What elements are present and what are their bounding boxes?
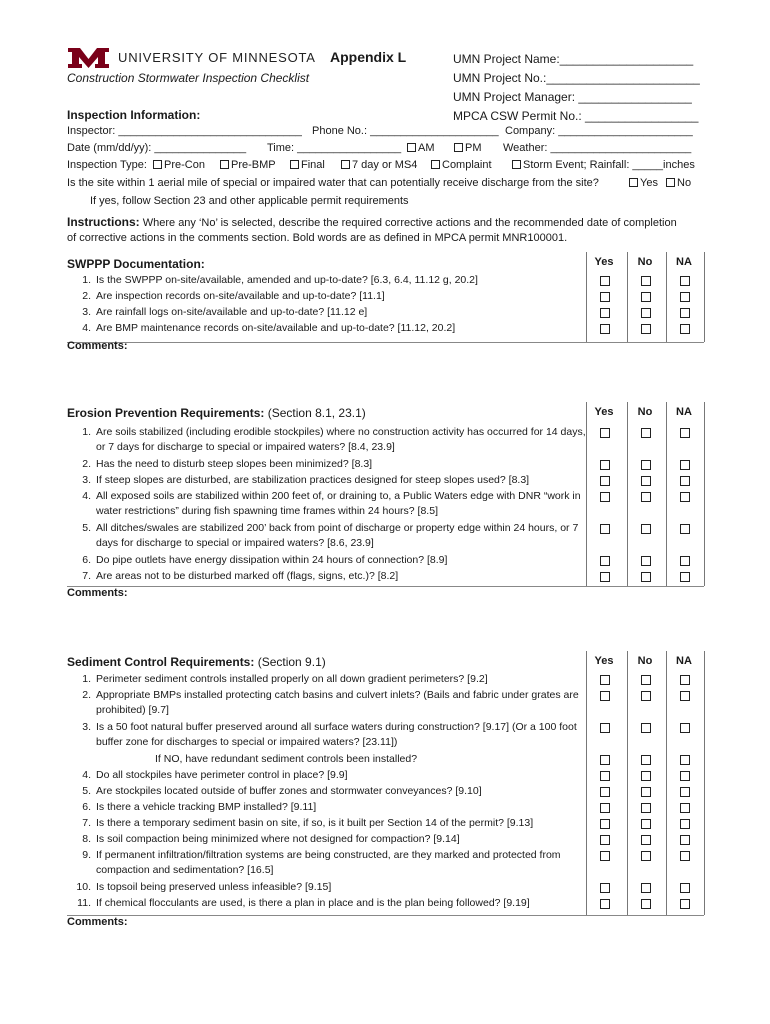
instructions-line-2: of corrective actions in the comments section. Bold words are as defined in MPCA permit MNR100001. — [67, 232, 568, 244]
item-text: Do all stockpiles have perimeter control in place? [9.9] — [96, 769, 348, 781]
swppp-item-2-no-checkbox[interactable] — [641, 292, 651, 302]
sediment-item-9-no-checkbox[interactable] — [641, 835, 651, 845]
swppp-title: SWPPP Documentation: — [67, 257, 205, 271]
erosion-item-5-no-checkbox[interactable] — [641, 524, 651, 534]
item-text: Is there a vehicle tracking BMP installed? [9.11] — [96, 801, 317, 813]
sediment-item-1-no-checkbox[interactable] — [641, 675, 651, 685]
sediment-item-5-no-checkbox[interactable] — [641, 771, 651, 781]
item-number: 10. — [76, 881, 91, 893]
umn-project-manager-field[interactable]: UMN Project Manager: _________________ — [453, 90, 692, 104]
table-column-divider — [704, 402, 705, 586]
item-number: 3. — [82, 721, 91, 733]
sediment-item-12-yes-checkbox[interactable] — [600, 899, 610, 909]
erosion-item-4-no-checkbox[interactable] — [641, 492, 651, 502]
item-number: 4. — [82, 490, 91, 502]
sediment-item-3-yes-checkbox[interactable] — [600, 723, 610, 733]
table-bottom-border — [67, 915, 704, 916]
type-7day[interactable]: 7 day or MS4 — [341, 159, 417, 171]
sediment-item-1-yes-checkbox[interactable] — [600, 675, 610, 685]
comments-label: Comments: — [67, 916, 128, 928]
column-header-na: NA — [676, 655, 692, 667]
table-bottom-border — [67, 586, 704, 587]
item-number: 4. — [82, 322, 91, 334]
erosion-item-4-yes-checkbox[interactable] — [600, 492, 610, 502]
item-text: Are rainfall logs on-site/available and up-to-date? [11.12 e] — [96, 306, 368, 318]
sediment-item-10-no-checkbox[interactable] — [641, 851, 651, 861]
swppp-item-3-na-checkbox[interactable] — [680, 308, 690, 318]
sediment-item-4-na-checkbox[interactable] — [680, 755, 690, 765]
time-field[interactable]: Time: _________________ — [267, 142, 402, 154]
instructions-line-1: Instructions: Where any ‘No’ is selected, describe the required corrective actions and the recommended date of completion — [67, 215, 677, 229]
erosion-item-1-yes-checkbox[interactable] — [600, 428, 610, 438]
erosion-item-4-na-checkbox[interactable] — [680, 492, 690, 502]
sediment-item-7-yes-checkbox[interactable] — [600, 803, 610, 813]
erosion-item-3-no-checkbox[interactable] — [641, 476, 651, 486]
pm-checkbox[interactable] — [454, 143, 463, 152]
erosion-item-7-na-checkbox[interactable] — [680, 572, 690, 582]
company-field[interactable]: Company: ______________________ — [505, 125, 693, 137]
sediment-item-2-no-checkbox[interactable] — [641, 691, 651, 701]
item-text: Appropriate BMPs installed protecting catch basins and culvert inlets? (Bails and fabric under grates are prohibited) [9.7] — [96, 689, 579, 716]
sediment-item-4-yes-checkbox[interactable] — [600, 755, 610, 765]
item-text: Are BMP maintenance records on-site/available and up-to-date? [11.12, 20.2] — [96, 322, 456, 334]
table-column-divider — [627, 651, 628, 915]
erosion-item-7-yes-checkbox[interactable] — [600, 572, 610, 582]
item-number: 1. — [82, 274, 91, 286]
item-number: 1. — [82, 673, 91, 685]
sediment-item-9-na-checkbox[interactable] — [680, 835, 690, 845]
type-precon[interactable]: Pre-Con — [153, 159, 205, 171]
inspection-type-label: Inspection Type: — [67, 159, 147, 171]
swppp-item-4-yes-checkbox[interactable] — [600, 324, 610, 334]
umn-project-name-field[interactable]: UMN Project Name:____________________ — [453, 52, 694, 66]
sediment-item-10-na-checkbox[interactable] — [680, 851, 690, 861]
followup-note: If yes, follow Section 23 and other applicable permit requirements — [90, 195, 409, 207]
pm-option[interactable]: PM — [454, 142, 482, 154]
sediment-item-5-na-checkbox[interactable] — [680, 771, 690, 781]
appendix-title: Appendix L — [330, 49, 407, 65]
item-number: 3. — [82, 306, 91, 318]
type-final[interactable]: Final — [290, 159, 325, 171]
sediment-item-2-na-checkbox[interactable] — [680, 691, 690, 701]
swppp-item-1-yes-checkbox[interactable] — [600, 276, 610, 286]
item-text: Are areas not to be disturbed marked off (flags, signs, etc.)? [8.2] — [96, 570, 399, 582]
swppp-item-2-na-checkbox[interactable] — [680, 292, 690, 302]
sediment-item-11-na-checkbox[interactable] — [680, 883, 690, 893]
item-number: 2. — [82, 458, 91, 470]
table-column-divider — [627, 252, 628, 342]
document-subtitle: Construction Stormwater Inspection Checklist — [67, 71, 310, 85]
item-number: 1. — [82, 426, 91, 438]
prebmp-checkbox[interactable] — [220, 160, 229, 169]
item-text: Is soil compaction being minimized where not designed for compaction? [9.14] — [96, 833, 460, 845]
mpca-permit-field[interactable]: MPCA CSW Permit No.: _________________ — [453, 109, 699, 123]
item-number: 7. — [82, 817, 91, 829]
item-number: 5. — [82, 785, 91, 797]
type-prebmp[interactable]: Pre-BMP — [220, 159, 276, 171]
erosion-item-2-yes-checkbox[interactable] — [600, 460, 610, 470]
sediment-item-8-na-checkbox[interactable] — [680, 819, 690, 829]
item-text: If chemical flocculants are used, is there a plan in place and is the plan being followed? [9.19] — [96, 897, 530, 909]
sediment-item-4-no-checkbox[interactable] — [641, 755, 651, 765]
item-text: Is there a temporary sediment basin on site, if so, is it built per Section 14 of the permit? [9.13] — [96, 817, 534, 829]
erosion-item-6-na-checkbox[interactable] — [680, 556, 690, 566]
swppp-item-1-no-checkbox[interactable] — [641, 276, 651, 286]
umn-project-no-field[interactable]: UMN Project No.:_______________________ — [453, 71, 700, 85]
item-number: 6. — [82, 801, 91, 813]
sediment-item-12-na-checkbox[interactable] — [680, 899, 690, 909]
7day-checkbox[interactable] — [341, 160, 350, 169]
item-number: 9. — [82, 849, 91, 861]
type-storm-event[interactable]: Storm Event; Rainfall: _____inches — [512, 159, 695, 171]
swppp-item-4-no-checkbox[interactable] — [641, 324, 651, 334]
erosion-item-3-na-checkbox[interactable] — [680, 476, 690, 486]
swppp-item-2-yes-checkbox[interactable] — [600, 292, 610, 302]
sediment-item-7-no-checkbox[interactable] — [641, 803, 651, 813]
impaired-yes-option[interactable]: Yes — [629, 177, 658, 189]
column-header-yes: Yes — [594, 406, 614, 418]
item-text: Has the need to disturb steep slopes been minimized? [8.3] — [96, 458, 373, 470]
storm-checkbox[interactable] — [512, 160, 521, 169]
am-checkbox[interactable] — [407, 143, 416, 152]
erosion-item-2-na-checkbox[interactable] — [680, 460, 690, 470]
item-number: 8. — [82, 833, 91, 845]
table-column-divider — [704, 252, 705, 342]
column-header-na: NA — [676, 256, 692, 268]
item-number: 5. — [82, 522, 91, 534]
item-text: Is a 50 foot natural buffer preserved around all surface waters during construction? [9.17] (Or a 100 foot buffer zone for discharges to special or impaired waters? [23.11]) — [96, 721, 577, 748]
column-header-yes: Yes — [594, 256, 614, 268]
sediment-item-5-yes-checkbox[interactable] — [600, 771, 610, 781]
table-column-divider — [704, 651, 705, 915]
impaired-yes-checkbox[interactable] — [629, 178, 638, 187]
sediment-item-8-no-checkbox[interactable] — [641, 819, 651, 829]
sediment-item-2-yes-checkbox[interactable] — [600, 691, 610, 701]
erosion-title: Erosion Prevention Requirements: (Section 8.1, 23.1) — [67, 406, 366, 420]
swppp-item-4-na-checkbox[interactable] — [680, 324, 690, 334]
item-text: Perimeter sediment controls installed properly on all down gradient perimeters? [9.2] — [96, 673, 488, 685]
column-header-no: No — [637, 256, 653, 268]
erosion-item-2-no-checkbox[interactable] — [641, 460, 651, 470]
phone-field[interactable]: Phone No.: _____________________ — [312, 125, 499, 137]
sediment-item-6-yes-checkbox[interactable] — [600, 787, 610, 797]
sediment-item-11-no-checkbox[interactable] — [641, 883, 651, 893]
item-text: All exposed soils are stabilized within 200 feet of, or draining to, a Public Waters edge with DNR “work in water restrictions” during fish spawning time frames within 24 hours? [8.5] — [96, 490, 581, 517]
impaired-water-question: Is the site within 1 aerial mile of special or impaired water that can potentially receive discharge from the site? — [67, 177, 599, 189]
university-logo — [67, 47, 110, 69]
table-column-divider — [666, 252, 667, 342]
column-header-no: No — [637, 655, 653, 667]
sediment-item-11-yes-checkbox[interactable] — [600, 883, 610, 893]
item-text: All ditches/swales are stabilized 200’ back from point of discharge or property edge within 24 hours, or 7 days for discharge to special or impaired waters? [8.6, 23.9] — [96, 522, 579, 549]
sediment-item-6-na-checkbox[interactable] — [680, 787, 690, 797]
comments-label: Comments: — [67, 587, 128, 599]
date-field[interactable]: Date (mm/dd/yy): _______________ — [67, 142, 247, 154]
item-text: Is the SWPPP on-site/available, amended and up-to-date? [6.3, 6.4, 11.12 g, 20.2] — [96, 274, 478, 286]
item-number: 11. — [77, 897, 91, 909]
item-text: If NO, have redundant sediment controls been installed? — [155, 753, 418, 765]
item-text: If steep slopes are disturbed, are stabilization practices designed for steep slopes used? [8.3] — [96, 474, 530, 486]
complaint-checkbox[interactable] — [431, 160, 440, 169]
sediment-item-6-no-checkbox[interactable] — [641, 787, 651, 797]
column-header-na: NA — [676, 406, 692, 418]
table-column-divider — [627, 402, 628, 586]
impaired-no-checkbox[interactable] — [666, 178, 675, 187]
item-number: 4. — [82, 769, 91, 781]
item-text: Do pipe outlets have energy dissipation within 24 hours of connection? [8.9] — [96, 554, 448, 566]
impaired-no-option[interactable]: No — [666, 177, 691, 189]
sediment-item-9-yes-checkbox[interactable] — [600, 835, 610, 845]
sediment-title: Sediment Control Requirements: (Section 9.1) — [67, 655, 326, 669]
university-name: UNIVERSITY OF MINNESOTA — [118, 50, 316, 65]
weather-field[interactable]: Weather: _______________________ — [503, 142, 692, 154]
item-number: 7. — [82, 570, 91, 582]
erosion-item-5-yes-checkbox[interactable] — [600, 524, 610, 534]
item-number: 6. — [82, 554, 91, 566]
erosion-item-1-no-checkbox[interactable] — [641, 428, 651, 438]
column-header-yes: Yes — [594, 655, 614, 667]
item-number: 2. — [82, 689, 91, 701]
table-column-divider — [666, 402, 667, 586]
inspection-info-heading: Inspection Information: — [67, 108, 201, 122]
inspector-field[interactable]: Inspector: ______________________________ — [67, 125, 302, 137]
sediment-item-10-yes-checkbox[interactable] — [600, 851, 610, 861]
item-text: Is topsoil being preserved unless infeasible? [9.15] — [96, 881, 332, 893]
swppp-item-1-na-checkbox[interactable] — [680, 276, 690, 286]
table-column-divider — [666, 651, 667, 915]
sediment-item-12-no-checkbox[interactable] — [641, 899, 651, 909]
final-checkbox[interactable] — [290, 160, 299, 169]
sediment-item-7-na-checkbox[interactable] — [680, 803, 690, 813]
comments-label: Comments: — [67, 340, 128, 352]
erosion-item-3-yes-checkbox[interactable] — [600, 476, 610, 486]
erosion-item-7-no-checkbox[interactable] — [641, 572, 651, 582]
sediment-item-8-yes-checkbox[interactable] — [600, 819, 610, 829]
item-number: 3. — [82, 474, 91, 486]
table-bottom-border — [67, 342, 704, 343]
erosion-item-6-no-checkbox[interactable] — [641, 556, 651, 566]
item-number: 2. — [82, 290, 91, 302]
erosion-item-6-yes-checkbox[interactable] — [600, 556, 610, 566]
precon-checkbox[interactable] — [153, 160, 162, 169]
swppp-item-3-yes-checkbox[interactable] — [600, 308, 610, 318]
swppp-item-3-no-checkbox[interactable] — [641, 308, 651, 318]
item-text: Are inspection records on-site/available and up-to-date? [11.1] — [96, 290, 385, 302]
am-option[interactable]: AM — [407, 142, 435, 154]
erosion-item-1-na-checkbox[interactable] — [680, 428, 690, 438]
item-text: Are soils stabilized (including erodible stockpiles) where no construction activity has occurred for 14 days, or 7 days for discharge to special or impaired waters? [8.4, 23.9] — [96, 426, 586, 453]
erosion-item-5-na-checkbox[interactable] — [680, 524, 690, 534]
item-text: If permanent infiltration/filtration systems are being constructed, are they marked and protected from compaction and sedimentation? [16.5] — [96, 849, 561, 876]
sediment-item-1-na-checkbox[interactable] — [680, 675, 690, 685]
item-text: Are stockpiles located outside of buffer zones and stormwater conveyances? [9.10] — [96, 785, 482, 797]
type-complaint[interactable]: Complaint — [431, 159, 492, 171]
column-header-no: No — [637, 406, 653, 418]
sediment-item-3-na-checkbox[interactable] — [680, 723, 690, 733]
sediment-item-3-no-checkbox[interactable] — [641, 723, 651, 733]
